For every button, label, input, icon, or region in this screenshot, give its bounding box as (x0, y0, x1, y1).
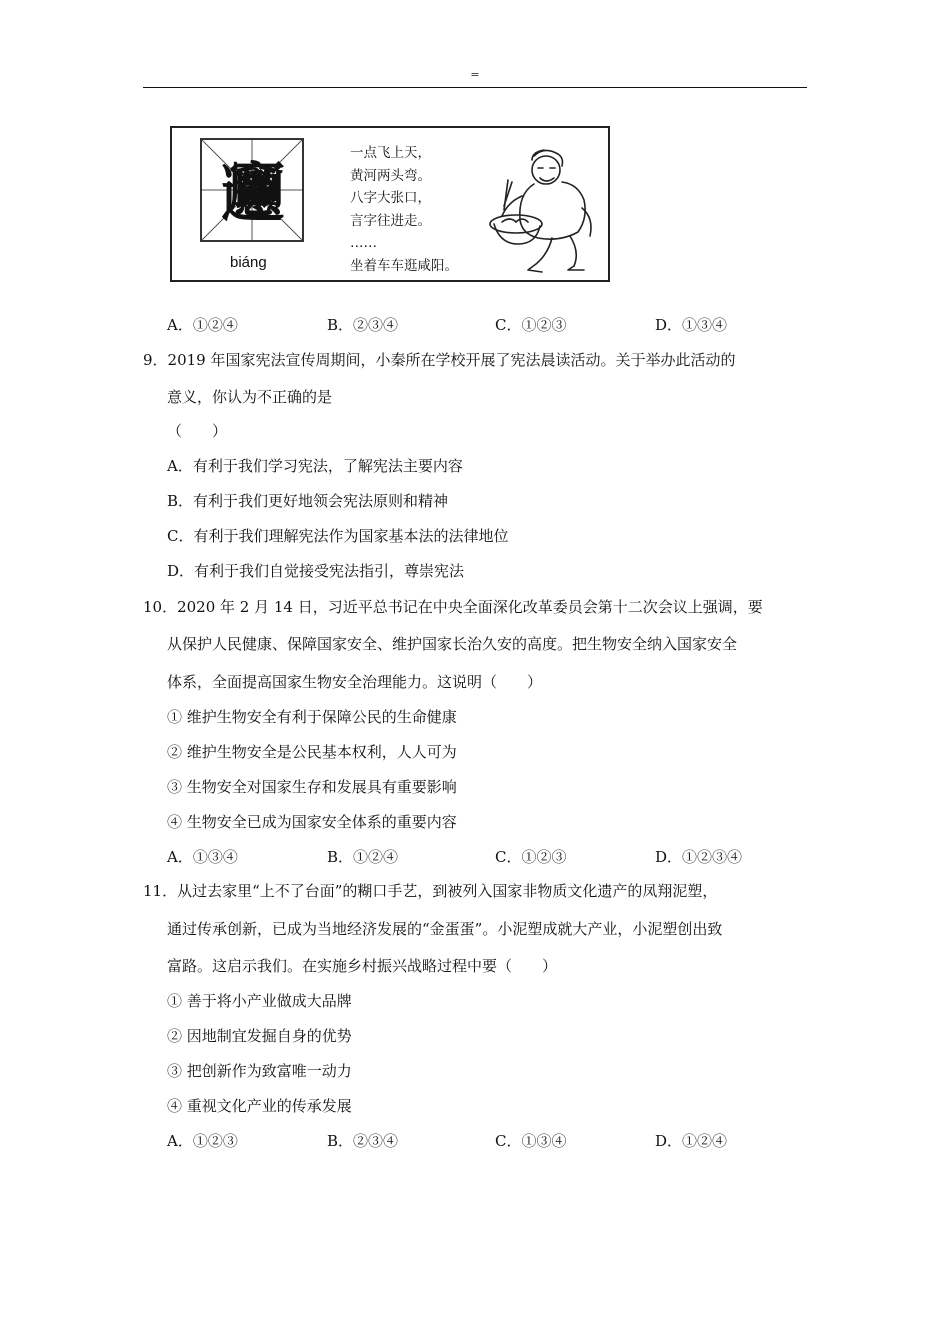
q10-option-c[interactable]: C．①②③ (495, 848, 567, 866)
poem-line: 坐着车车逛咸阳。 (350, 257, 458, 274)
q11-option-b[interactable]: B．②③④ (327, 1132, 399, 1150)
q10-option-d[interactable]: D．①②③④ (655, 848, 743, 866)
pinyin-label: biáng (230, 254, 267, 271)
character-grid (200, 138, 304, 242)
q9-stem-line-2: 意义，你认为不正确的是 (167, 388, 333, 406)
noodle-eater-drawing (482, 138, 607, 278)
q9-option-d[interactable]: D．有利于我们自觉接受宪法指引，尊崇宪法 (167, 562, 465, 580)
q10-stem-line-2: 从保护人民健康、保障国家安全、维护国家长治久安的高度。把生物安全纳入国家安全 (167, 635, 738, 653)
q11-stem-line-2: 通过传承创新，已成为当地经济发展的“金蛋蛋”。小泥塑成就大产业，小泥塑创出致 (167, 920, 723, 938)
q10-stem-line-1: 10．2020 年 2 月 14 日，习近平总书记在中央全面深化改革委员会第十二次会议上强调，要 (143, 598, 763, 616)
q10-option-a[interactable]: A．①③④ (167, 848, 238, 866)
q11-item-3: ③ 把创新作为致富唯一动力 (167, 1062, 352, 1080)
q9-stem-line-1: 9．2019 年国家宪法宣传周期间，小秦所在学校开展了宪法晨读活动。关于举办此活动的 (143, 351, 736, 369)
q11-stem-line-1: 11．从过去家里“上不了台面”的糊口手艺，到被列入国家非物质文化遗产的凤翔泥塑， (143, 882, 718, 900)
q10-item-3: ③ 生物安全对国家生存和发展具有重要影响 (167, 778, 457, 796)
q10-item-4: ④ 生物安全已成为国家安全体系的重要内容 (167, 813, 457, 831)
q11-option-c[interactable]: C．①③④ (495, 1132, 567, 1150)
biang-character: 𰻞 (221, 156, 284, 229)
q11-option-d[interactable]: D．①②④ (655, 1132, 728, 1150)
q10-item-1: ① 维护生物安全有利于保障公民的生命健康 (167, 708, 457, 726)
q11-stem-line-3: 富路。这启示我们。在实施乡村振兴战略过程中要（ ） (167, 957, 558, 975)
q10-item-2: ② 维护生物安全是公民基本权利，人人可为 (167, 743, 457, 761)
q8-option-b[interactable]: B．②③④ (327, 316, 399, 334)
q9-answer-blank: （ ） (167, 422, 228, 440)
poem (350, 142, 458, 277)
poem-line: …… (350, 235, 377, 251)
poem-line: 黄河两头弯。 (350, 167, 431, 184)
q11-item-4: ④ 重视文化产业的传承发展 (167, 1097, 352, 1115)
q8-option-a[interactable]: A．①②④ (167, 316, 238, 334)
q9-option-c[interactable]: C．有利于我们理解宪法作为国家基本法的法律地位 (167, 527, 509, 545)
q9-option-a[interactable]: A．有利于我们学习宪法，了解宪法主要内容 (167, 457, 463, 475)
q11-option-a[interactable]: A．①②③ (167, 1132, 238, 1150)
q8-option-d[interactable]: D．①③④ (655, 316, 728, 334)
q10-stem-line-3: 体系，全面提高国家生物安全治理能力。这说明（ ） (167, 673, 543, 691)
q11-item-2: ② 因地制宜发掘自身的优势 (167, 1027, 352, 1045)
poem-line: 言字往进走。 (350, 212, 431, 229)
poem-line: 八字大张口， (350, 190, 431, 206)
poem-line: 一点飞上天， (350, 145, 431, 161)
biang-illustration (170, 126, 610, 282)
q10-option-b[interactable]: B．①②④ (327, 848, 399, 866)
header-mark: = (470, 68, 480, 81)
header-rule (143, 87, 807, 88)
q8-option-c[interactable]: C．①②③ (495, 316, 567, 334)
q11-item-1: ① 善于将小产业做成大品牌 (167, 992, 352, 1010)
q9-option-b[interactable]: B．有利于我们更好地领会宪法原则和精神 (167, 492, 449, 510)
